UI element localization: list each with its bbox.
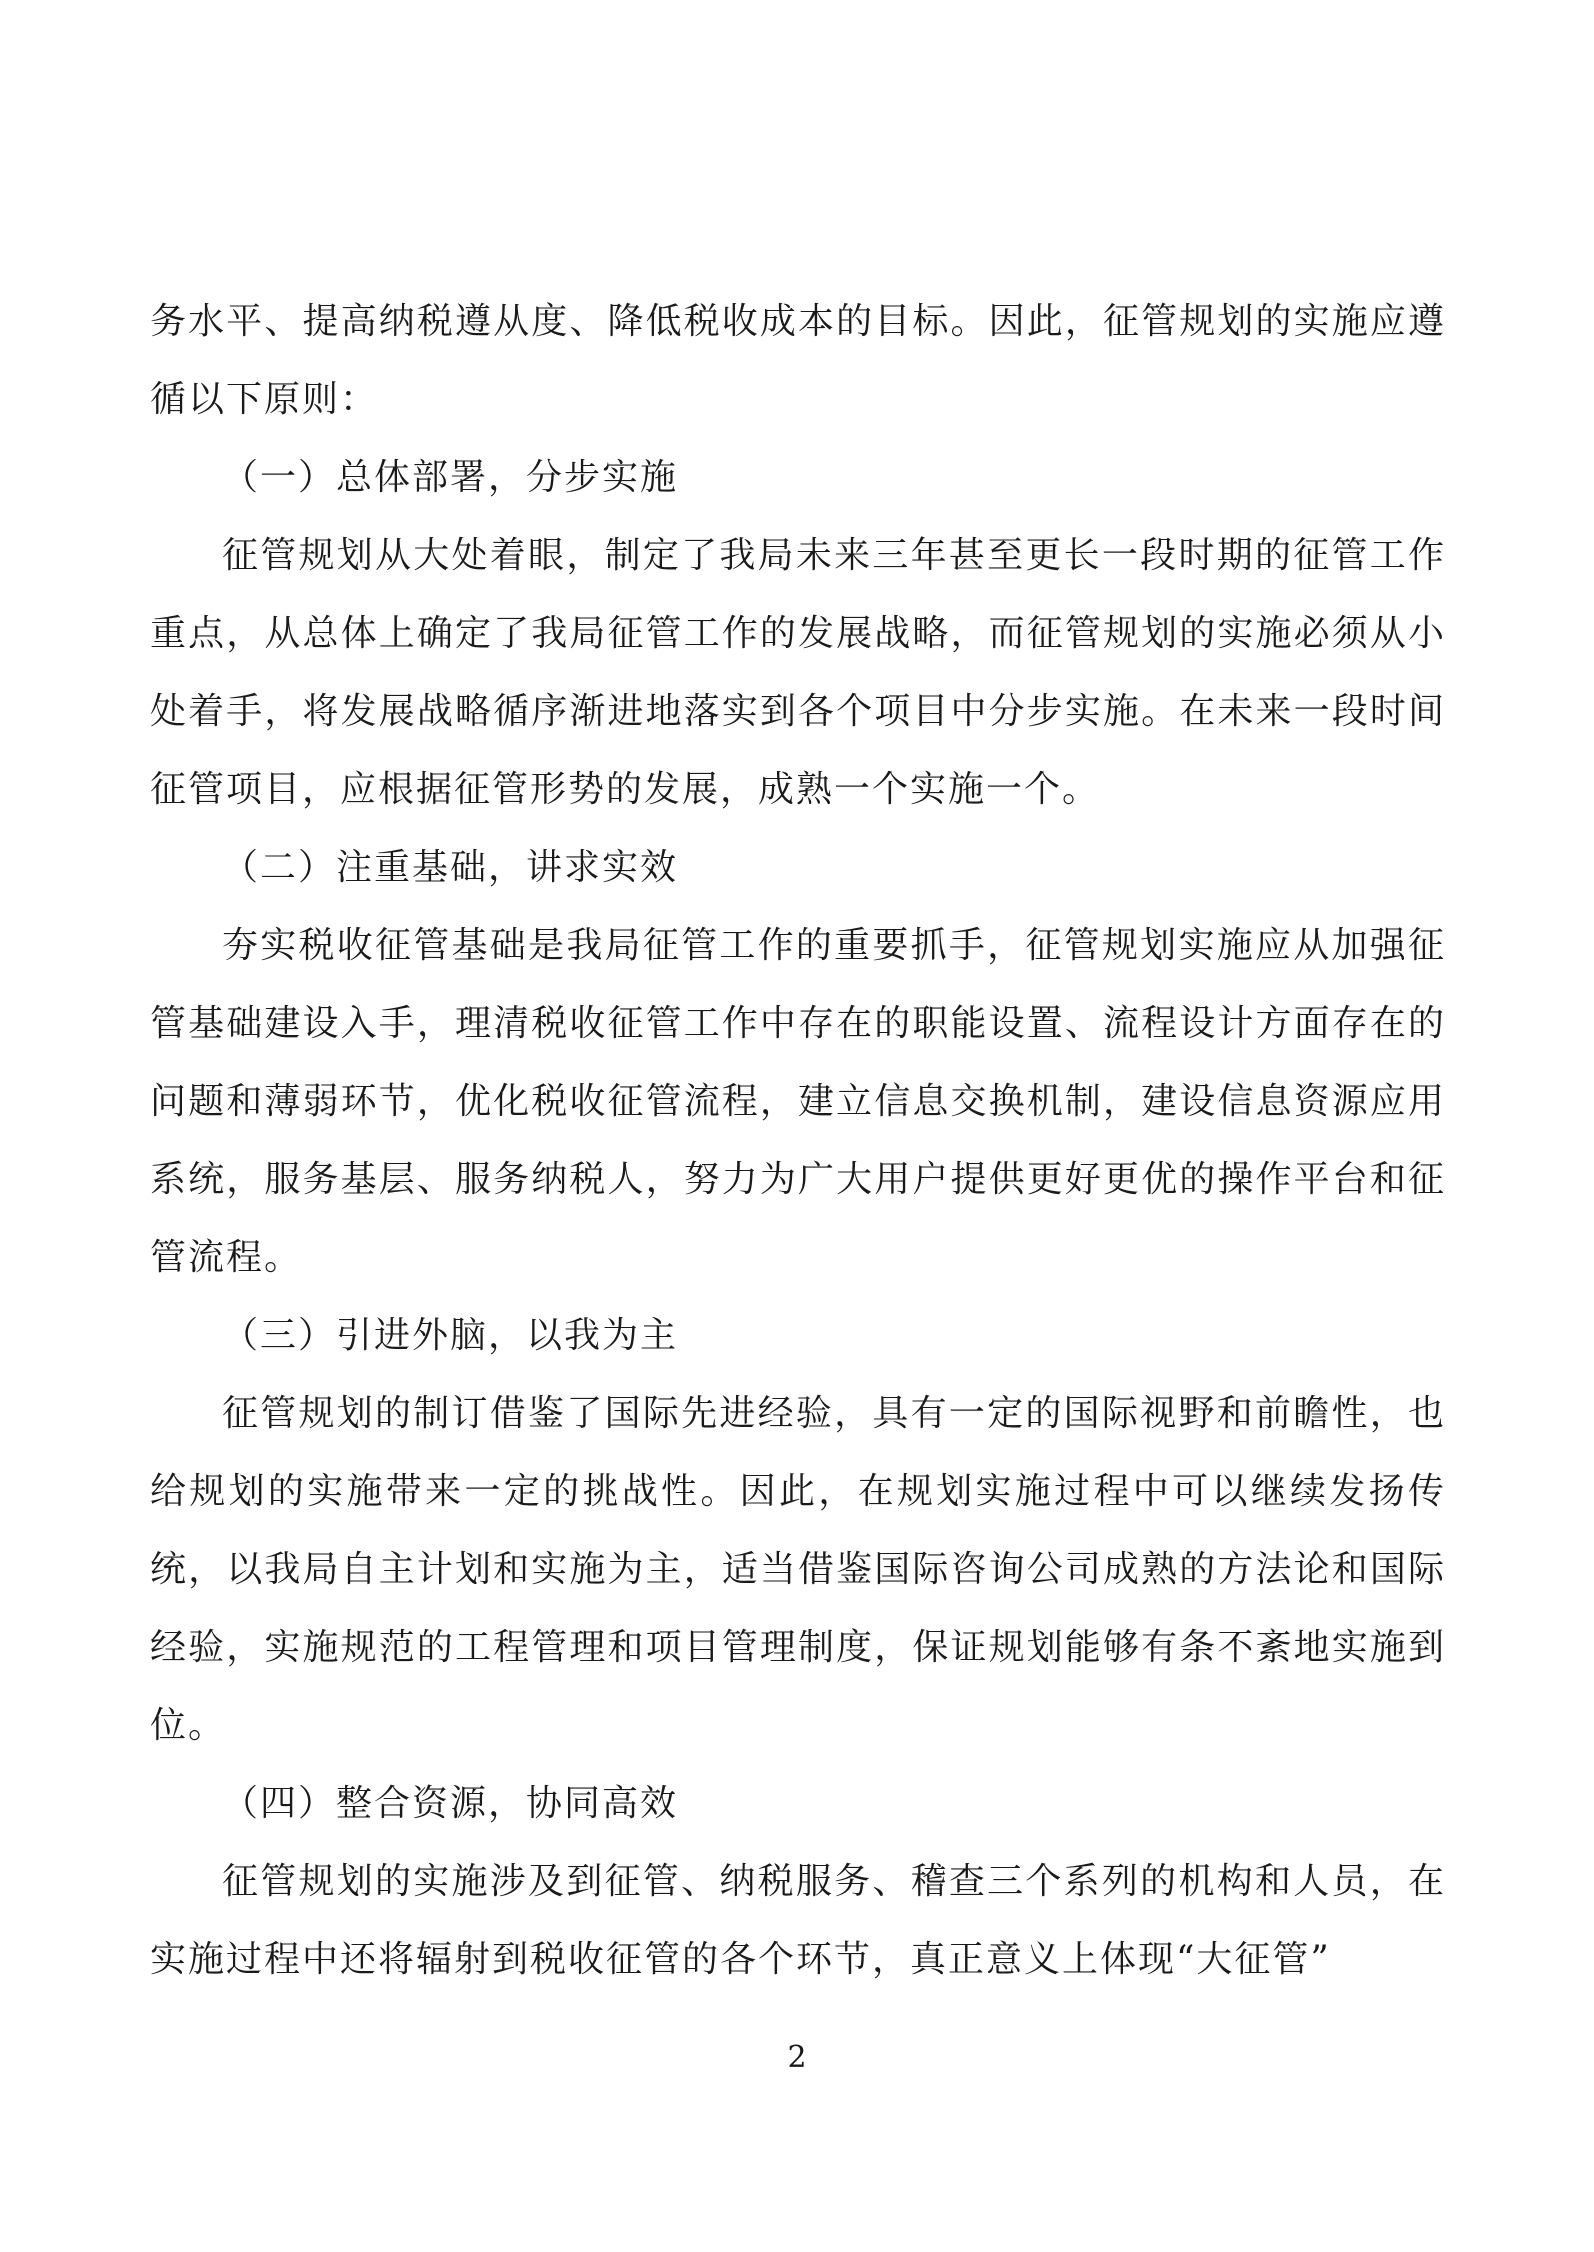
paragraph-section-2: 夯实税收征管基础是我局征管工作的重要抓手，征管规划实施应从加强征管基础建设入手，理清税收征管工作中存在的职能设置、流程设计方面存在的问题和薄弱环节，优化税收征管流程，建立信息交换机制，建设信息资源应用系统，服务基层、服务纳税人，努力为广大用户提供更好更优的操作平台和征管流程。: [150, 925, 1446, 1278]
section-heading-4: （四）整合资源，协同高效: [222, 1783, 679, 1824]
page-number: 2: [787, 2040, 807, 2075]
paragraph-continuation: 务水平、提高纳税遵从度、降低税收成本的目标。因此，征管规划的实施应遵循以下原则：: [150, 301, 1446, 420]
section-heading-2: （二）注重基础，讲求实效: [222, 847, 679, 888]
section-heading-1: （一）总体部署，分步实施: [222, 457, 679, 498]
paragraph-section-4: 征管规划的实施涉及到征管、纳税服务、稽查三个系列的机构和人员，在实施过程中还将辐射到税收征管的各个环节，真正意义上体现“大征管”: [150, 1861, 1446, 1980]
document-body: [150, 283, 1446, 1999]
section-heading-3: （三）引进外脑，以我为主: [222, 1315, 679, 1356]
paragraph-section-1: 征管规划从大处着眼，制定了我局未来三年甚至更长一段时期的征管工作重点，从总体上确定了我局征管工作的发展战略，而征管规划的实施必须从小处着手，将发展战略循序渐进地落实到各个项目中分步实施。在未来一段时间征管项目，应根据征管形势的发展，成熟一个实施一个。: [150, 535, 1446, 810]
paragraph-section-3: 征管规划的制订借鉴了国际先进经验，具有一定的国际视野和前瞻性，也给规划的实施带来一定的挑战性。因此，在规划实施过程中可以继续发扬传统，以我局自主计划和实施为主，适当借鉴国际咨询公司成熟的方法论和国际经验，实施规范的工程管理和项目管理制度，保证规划能够有条不紊地实施到位。: [150, 1393, 1446, 1746]
